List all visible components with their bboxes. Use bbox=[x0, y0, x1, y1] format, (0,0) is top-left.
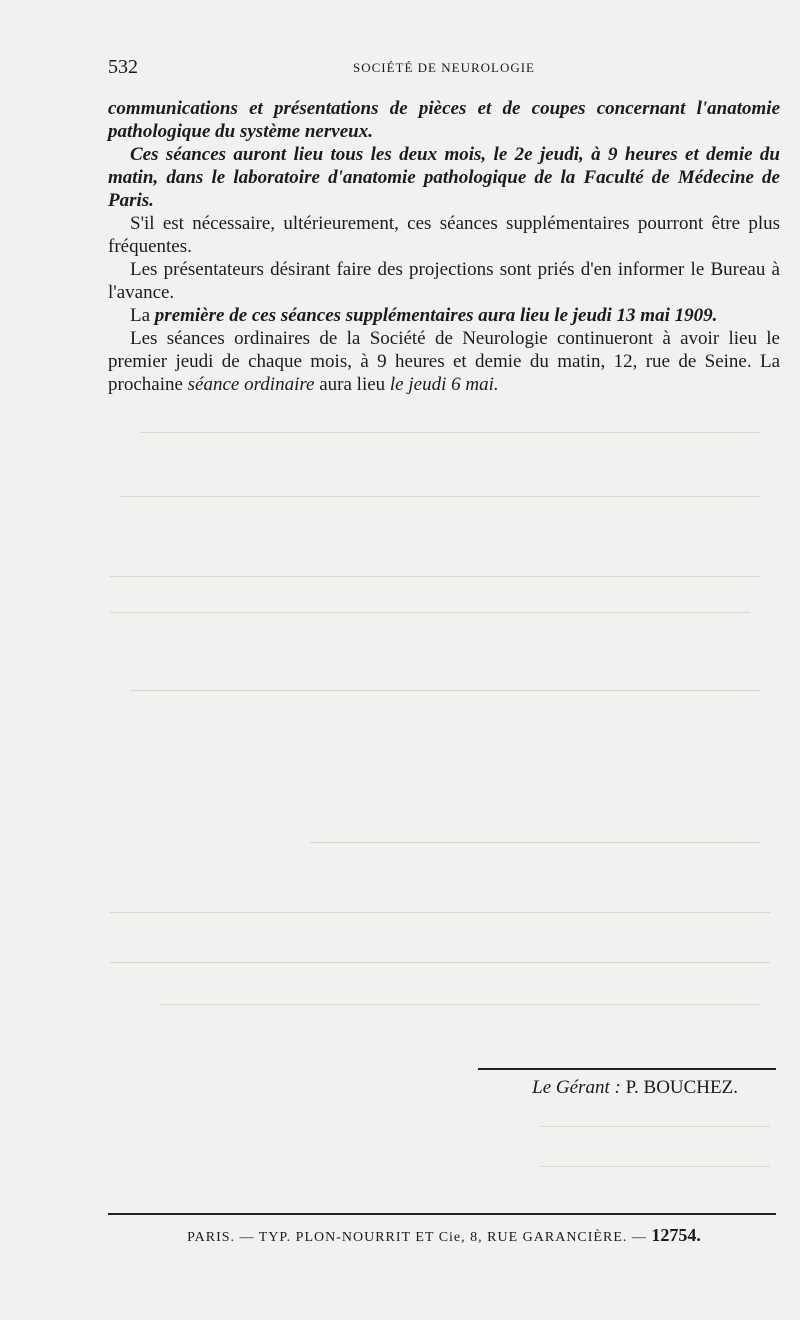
paragraph-5-prefix: La bbox=[130, 305, 151, 326]
show-through-line bbox=[540, 1126, 770, 1127]
footer-rule bbox=[108, 1213, 776, 1215]
running-title: SOCIÉTÉ DE NEUROLOGIE bbox=[352, 60, 536, 75]
show-through-line bbox=[120, 496, 760, 497]
signature-role: Le Gérant : bbox=[532, 1077, 621, 1098]
show-through-line bbox=[110, 962, 770, 963]
show-through-line bbox=[160, 1004, 760, 1005]
body-text bbox=[108, 97, 780, 396]
signature bbox=[478, 1077, 778, 1099]
paragraph-3: S'il est nécessaire, ultérieurement, ces séances supplémentaires pourront être plus fréquentes. bbox=[108, 213, 780, 257]
paragraph-1: communications et présentations de pièces et de coupes concernant l'anatomie pathologique du système nerveux. bbox=[108, 98, 780, 142]
page-number: 532 bbox=[108, 56, 138, 78]
paragraph-6 bbox=[108, 327, 780, 396]
signature-name: P. BOUCHEZ. bbox=[625, 1077, 738, 1098]
show-through-line bbox=[110, 912, 770, 913]
paragraph-4: Les présentateurs désirant faire des projections sont priés d'en informer le Bureau à l'avance. bbox=[108, 259, 780, 303]
paragraph-6-text: Les séances ordinaires de la Société de Neurologie continueront à avoir lieu le premier jeudi de chaque mois, à 9 heures et demie du matin, 12, rue de Seine. La prochaine bbox=[108, 328, 780, 395]
page-header bbox=[108, 56, 780, 86]
show-through-line bbox=[110, 576, 760, 577]
printer-imprint bbox=[108, 1225, 780, 1246]
paragraph-6-text-b: aura lieu bbox=[319, 374, 386, 395]
imprint-text: PARIS. — TYP. PLON-NOURRIT ET Cie, 8, RUE GARANCIÈRE. — bbox=[187, 1230, 647, 1245]
paragraph-2: Ces séances auront lieu tous les deux mois, le 2e jeudi, à 9 heures et demie du matin, dans le laboratoire d'anatomie pathologique de la Faculté de Médecine de Paris. bbox=[108, 144, 780, 211]
show-through-line bbox=[540, 1166, 770, 1167]
imprint-number: 12754. bbox=[651, 1225, 701, 1245]
show-through-line bbox=[140, 432, 760, 433]
show-through-line bbox=[110, 612, 750, 613]
paragraph-6-italic-a: séance ordinaire bbox=[187, 374, 315, 395]
paragraph-5-italic: première de ces séances supplémentaires aura lieu le jeudi 13 mai 1909. bbox=[154, 305, 718, 326]
paragraph-5 bbox=[108, 304, 780, 327]
show-through-line bbox=[130, 690, 760, 691]
paragraph-6-italic-b: le jeudi 6 mai. bbox=[389, 374, 499, 395]
show-through-line bbox=[310, 842, 760, 843]
signature-rule bbox=[478, 1068, 776, 1070]
